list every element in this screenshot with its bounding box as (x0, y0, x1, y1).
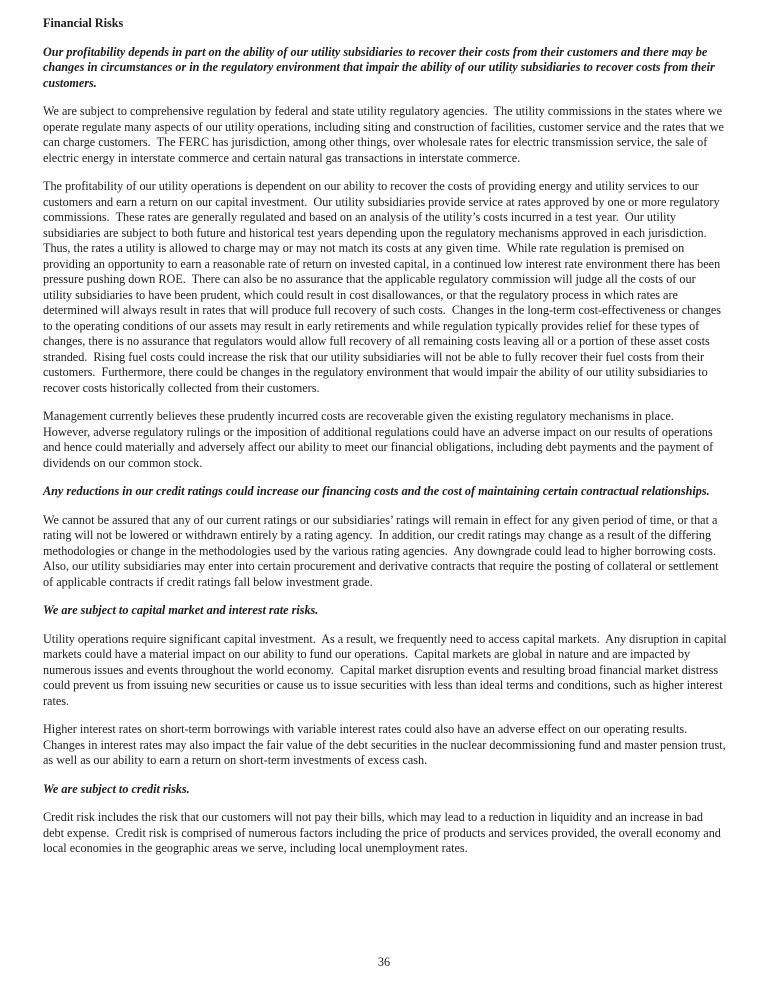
risk-heading-profitability: Our profitability depends in part on the ability of our utility subsidiaries to recover their costs from their customers and there may be changes in circumstances or in the regulatory environment that impair the ability of our utility subsidiaries to recover costs from their customers. (43, 44, 718, 90)
paragraph-management-believes: Management currently believes these prudently incurred costs are recoverable given the existing regulatory mechanisms in place. However, adverse regulatory rulings or the imposition of additional regulations could have an adverse impact on our results of operations and hence could materially and adversely affect our ability to meet our financial obligations, including debt payments and the payment of dividends on our common stock. (43, 409, 717, 470)
paragraph-regulation: We are subject to comprehensive regulation by federal and state utility regulatory agencies. The utility commissions in the states where we operate regulate many aspects of our utility operations, including siting and construction of facilities, customer service and the rates that we can charge customers. The FERC has jurisdiction, among other things, over wholesale rates for electric transmission service, the sale of electric energy in interstate commerce and certain natural gas transactions in interstate commerce. (43, 104, 727, 165)
paragraph-capital-markets: Utility operations require significant capital investment. As a result, we frequently need to access capital markets. Any disruption in capital markets could have a material impact on our ability to fund our operations. Capital markets are global in nature and are impacted by numerous issues and events throughout the world economy. Capital market disruption events and resulting broad financial market distress could prevent us from issuing new securities or cause us to issue securities with less than ideal terms and conditions, such as higher interest rates. (43, 631, 730, 708)
section-heading-financial-risks: Financial Risks (43, 16, 124, 30)
paragraph-credit-risk: Credit risk includes the risk that our customers will not pay their bills, which may lead to a reduction in liquidity and an increase in bad debt expense. Credit risk is comprised of numerous factors including the price of products and services provided, the overall economy and local economies in the geographic areas we serve, including local unemployment rates. (43, 810, 724, 855)
paragraph-ratings: We cannot be assured that any of our current ratings or our subsidiaries’ ratings will remain in effect for any given period of time, or that a rating will not be lowered or withdrawn entirely by a rating agency. In addition, our credit ratings may change as a result of the differing methodologies or change in the methodologies used by the various rating agencies. Any downgrade could lead to higher borrowing costs. Also, our utility subsidiaries may enter into certain procurement and derivative contracts that require the posting of collateral or settlement of applicable contracts if credit ratings fall below investment grade. (43, 512, 722, 589)
risk-heading-credit-risks: We are subject to credit risks. (43, 781, 190, 796)
page-number: 36 (377, 954, 391, 969)
risk-heading-credit-ratings: Any reductions in our credit ratings could increase our financing costs and the cost of maintaining certain contractual relationships. (43, 484, 710, 498)
paragraph-profitability-recovery: The profitability of our utility operations is dependent on our ability to recover the costs of providing energy and utility services to our customers and earn a return on our capital investment. Our utility subsidiaries provide service at rates approved by one or more regulatory commissions. These rates are generally regulated and based on an analysis of the utility’s costs incurred in a test year. Our utility subsidiaries are subject to both future and historical test years depending upon the regulatory mechanisms approved in each jurisdiction. Thus, the rates a utility is allowed to charge may or may not match its costs at any given time. While rate regulation is premised on providing an opportunity to earn a reasonable rate of return on invested capital, in a continued low interest rate environment there has been pressure pushing down ROE. There can also be no assurance that the applicable regulatory commission will judge all the costs of our utility subsidiaries to have been prudent, which could result in cost disallowances, or that the regulatory process in which rates are determined will always result in rates that will produce full recovery of such costs. Changes in the long-term cost-effectiveness or changes to the operating conditions of our assets may result in early retirements and while regulation typically provides relief for these types of changes, there is no assurance that regulators would allow full recovery of all remaining costs leaving all or a portion of these asset costs stranded. Rising fuel costs could increase the risk that our utility subsidiaries will not be able to fully recover their fuel costs from their customers. Furthermore, there could be changes in the regulatory environment that would impair the ability of our utility subsidiaries to recover costs historically collected from their customers. (43, 179, 725, 395)
paragraph-interest-rates: Higher interest rates on short-term borrowings with variable interest rates could also have an adverse effect on our operating results. Changes in interest rates may also impact the fair value of the debt securities in the nuclear decommissioning fund and master pension trust, as well as our ability to earn a return on short-term investments of excess cash. (43, 722, 729, 767)
risk-heading-capital-market: We are subject to capital market and interest rate risks. (43, 603, 319, 617)
